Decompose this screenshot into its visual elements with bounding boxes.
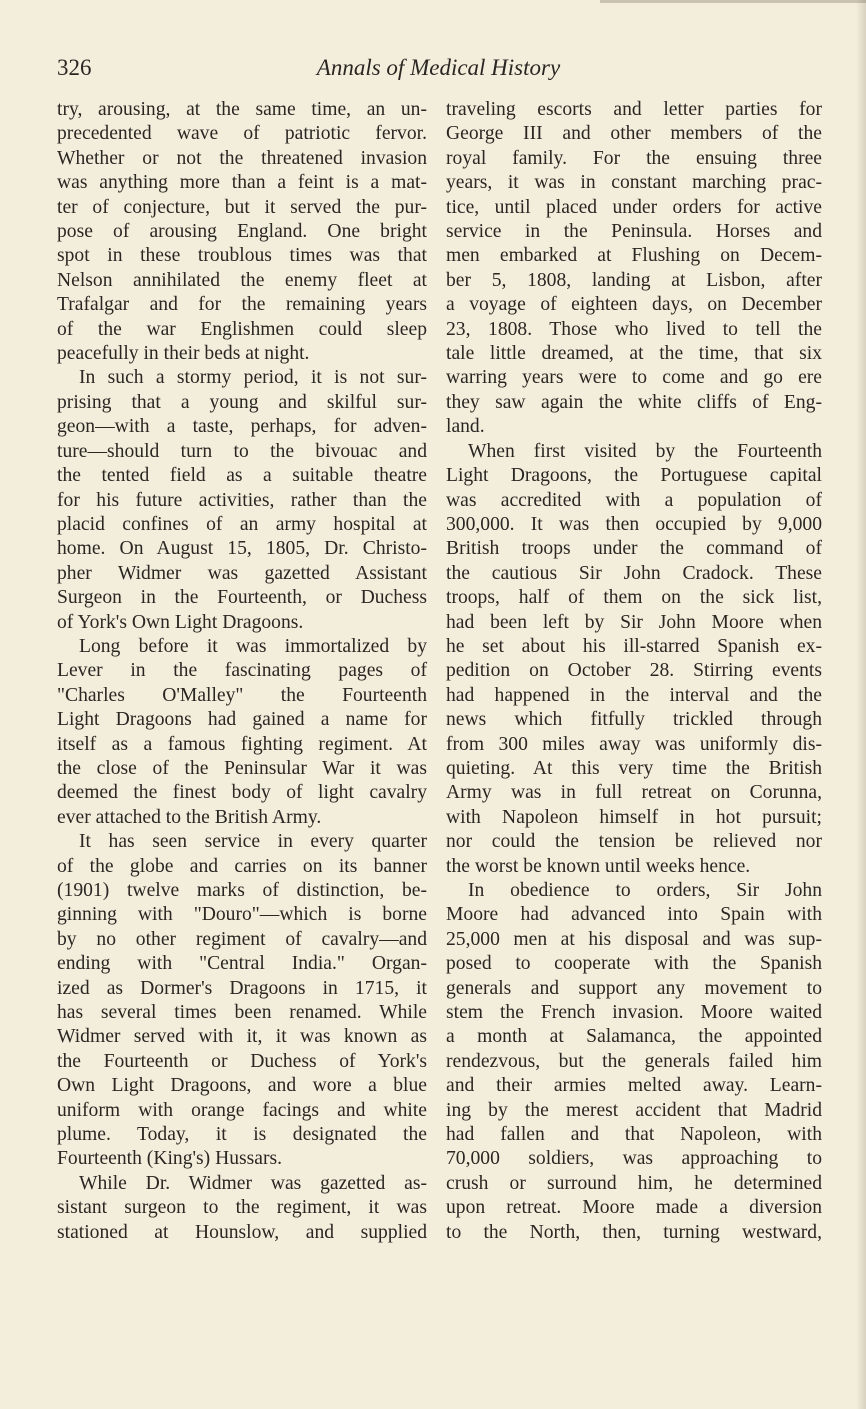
text-line: of the war Englishmen could sleep <box>57 318 427 340</box>
text-line: George III and other members of the <box>446 123 822 145</box>
text-line: the cautious Sir John Cradock. These <box>446 562 822 584</box>
text-line: men embarked at Flushing on Decem- <box>446 245 822 267</box>
text-line: Army was in full retreat on Corunna, <box>446 782 822 804</box>
text-line: Whether or not the threatened invasion <box>57 147 427 169</box>
text-line: itself as a famous fighting regiment. At <box>57 733 427 755</box>
text-line: ending with "Central India." Organ- <box>57 953 427 975</box>
text-line: of the globe and carries on its banner <box>57 855 427 877</box>
text-line: Light Dragoons had gained a name for <box>57 709 427 731</box>
top-edge-rule <box>600 0 866 3</box>
text-line: Widmer served with it, it was known as <box>57 1026 427 1048</box>
text-line: tale little dreamed, at the time, that six <box>446 343 822 365</box>
text-line: of York's Own Light Dragoons. <box>57 611 304 633</box>
text-line: quieting. At this very time the British <box>446 757 822 779</box>
page-edge-shadow <box>856 0 866 1409</box>
running-head <box>57 55 820 85</box>
text-line: rendezvous, but the generals failed him <box>446 1050 822 1072</box>
text-line: 23, 1808. Those who lived to tell the <box>446 318 822 340</box>
text-line: Fourteenth (King's) Hussars. <box>57 1148 283 1170</box>
text-line: British troops under the command of <box>446 538 822 560</box>
text-line: Trafalgar and for the remaining years <box>57 294 427 316</box>
text-line: a month at Salamanca, the appointed <box>446 1026 822 1048</box>
text-line: peacefully in their beds at night. <box>57 343 310 365</box>
text-line: traveling escorts and letter parties for <box>446 99 822 120</box>
text-line: crush or surround him, he determined <box>446 1172 822 1194</box>
text-line: from 300 miles away was uniformly dis- <box>446 733 822 755</box>
text-line: by no other regiment of cavalry—and <box>57 928 427 950</box>
text-line: ized as Dormer's Dragoons in 1715, it <box>57 977 427 999</box>
text-line: pedition on October 28. Stirring events <box>446 660 822 682</box>
text-line: the Fourteenth or Duchess of York's <box>57 1050 427 1072</box>
text-line: the worst be known until weeks hence. <box>446 855 751 877</box>
text-line: pher Widmer was gazetted Assistant <box>57 562 427 584</box>
text-line: was accredited with a population of <box>446 489 822 511</box>
text-line: with Napoleon himself in hot pursuit; <box>446 806 822 828</box>
text-line: Moore had advanced into Spain with <box>446 904 822 926</box>
text-line: stem the French invasion. Moore waited <box>446 1002 822 1024</box>
text-line: While Dr. Widmer was gazetted as- <box>79 1172 427 1194</box>
text-line: the tented field as a suitable theatre <box>57 465 427 487</box>
text-line: warring years were to come and go ere <box>446 367 822 389</box>
text-line: for his future activities, rather than the <box>57 489 427 511</box>
text-line: 25,000 men at his disposal and was sup- <box>446 928 822 950</box>
text-line: It has seen service in every quarter <box>79 831 427 853</box>
text-line: deemed the finest body of light cavalry <box>57 782 427 804</box>
text-line: precedented wave of patriotic fervor. <box>57 123 427 145</box>
text-line: Surgeon in the Fourteenth, or Duchess <box>57 587 427 609</box>
text-line: (1901) twelve marks of distinction, be- <box>57 880 427 901</box>
text-line: try, arousing, at the same time, an un- <box>57 99 427 120</box>
text-line: stationed at Hounslow, and supplied <box>57 1221 427 1243</box>
text-line: ture—should turn to the bivouac and <box>57 440 427 462</box>
text-line: 70,000 soldiers, was approaching to <box>446 1148 822 1170</box>
text-line: he set about his ill-starred Spanish ex- <box>446 635 822 657</box>
text-line: land. <box>446 416 485 438</box>
text-line: service in the Peninsula. Horses and <box>446 221 822 243</box>
text-line: news which fitfully trickled through <box>446 709 822 731</box>
text-line: home. On August 15, 1805, Dr. Christo- <box>57 538 427 560</box>
text-line: royal family. For the ensuing three <box>446 147 822 169</box>
text-line: was anything more than a feint is a mat- <box>57 172 427 194</box>
text-line: "Charles O'Malley" the Fourteenth <box>57 684 427 706</box>
text-line: placid confines of an army hospital at <box>57 513 427 535</box>
text-line: ber 5, 1808, landing at Lisbon, after <box>446 269 822 291</box>
text-line: a voyage of eighteen days, on December <box>446 294 822 316</box>
text-line: Long before it was immortalized by <box>79 635 427 657</box>
text-line: troops, half of them on the sick list, <box>446 587 822 609</box>
text-line: plume. Today, it is designated the <box>57 1124 427 1146</box>
text-line: to the North, then, turning westward, <box>446 1221 822 1243</box>
text-line: posed to cooperate with the Spanish <box>446 953 822 975</box>
text-line: Nelson annihilated the enemy fleet at <box>57 269 427 291</box>
text-line: 300,000. It was then occupied by 9,000 <box>446 513 822 535</box>
text-line: years, it was in constant marching prac- <box>446 172 822 194</box>
text-line: nor could the tension be relieved nor <box>446 831 822 853</box>
text-line: has several times been renamed. While <box>57 1002 427 1024</box>
text-line: ing by the merest accident that Madrid <box>446 1099 822 1121</box>
text-line: When first visited by the Fourteenth <box>468 440 822 462</box>
left-column <box>57 98 427 1245</box>
text-line: ever attached to the British Army. <box>57 806 322 828</box>
text-line: had happened in the interval and the <box>446 684 822 706</box>
text-line: geon—with a taste, perhaps, for adven- <box>57 416 427 438</box>
text-line: had been left by Sir John Moore when <box>446 611 822 633</box>
right-column <box>446 98 822 1245</box>
text-line: had fallen and that Napoleon, with <box>446 1124 822 1146</box>
text-line: and their armies melted away. Learn- <box>446 1075 822 1097</box>
text-line: prising that a young and skilful sur- <box>57 391 427 413</box>
text-line: they saw again the white cliffs of Eng- <box>446 391 822 413</box>
text-line: Light Dragoons, the Portuguese capital <box>446 465 822 487</box>
text-line: In obedience to orders, Sir John <box>468 880 822 901</box>
text-line: sistant surgeon to the regiment, it was <box>57 1197 427 1219</box>
running-title: Annals of Medical History <box>316 55 561 80</box>
text-line: spot in these troublous times was that <box>57 245 427 267</box>
text-line: ginning with "Douro"—which is borne <box>57 904 427 926</box>
text-line: Lever in the fascinating pages of <box>57 660 427 682</box>
text-line: Own Light Dragoons, and wore a blue <box>57 1075 427 1097</box>
text-line: tice, until placed under orders for active <box>446 196 822 218</box>
text-line: In such a stormy period, it is not sur- <box>79 367 427 389</box>
text-line: ter of conjecture, but it served the pur- <box>57 196 427 218</box>
text-line: uniform with orange facings and white <box>57 1099 427 1121</box>
text-line: generals and support any movement to <box>446 977 822 999</box>
text-line: upon retreat. Moore made a diversion <box>446 1197 822 1219</box>
text-line: pose of arousing England. One bright <box>57 221 427 243</box>
text-line: the close of the Peninsular War it was <box>57 757 427 779</box>
page-number: 326 <box>57 55 92 80</box>
